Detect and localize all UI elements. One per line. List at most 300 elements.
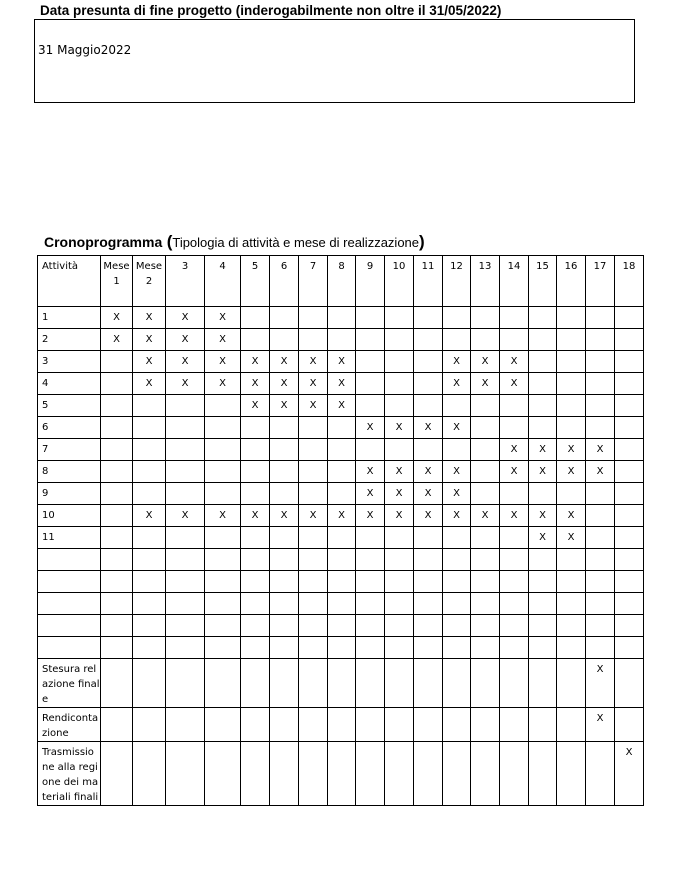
month-cell [500,527,529,549]
month-cell [557,659,586,708]
month-cell [241,571,270,593]
month-cell [529,329,557,351]
cronoprogramma-close-paren: ) [419,232,425,251]
header-month-17: 17 [586,256,615,307]
month-cell [586,483,615,505]
month-cell [557,615,586,637]
month-cell [557,571,586,593]
month-cell: X [586,439,615,461]
month-cell [385,373,414,395]
month-cell [615,461,644,483]
month-cell [586,351,615,373]
month-cell [586,637,615,659]
header-month-16: 16 [557,256,586,307]
month-cell [328,742,356,806]
header-month-6: 6 [270,256,299,307]
month-cell: X [443,461,471,483]
month-cell [385,742,414,806]
month-cell [101,527,133,549]
month-cell [414,395,443,417]
month-cell [205,439,241,461]
month-cell [615,593,644,615]
month-cell [385,439,414,461]
month-cell [328,659,356,708]
table-row [38,549,644,571]
activity-label: Stesura relazione finale [38,659,101,708]
activity-label: 2 [38,329,101,351]
cronoprogramma-title-bold: Cronoprogramma [44,234,163,250]
month-cell [356,351,385,373]
month-cell [270,439,299,461]
month-cell: X [133,307,166,329]
month-cell [586,549,615,571]
month-cell [205,483,241,505]
table-row [38,307,644,329]
header-month-9: 9 [356,256,385,307]
month-cell: X [205,329,241,351]
cronoprogramma-table-body [38,256,644,806]
month-cell [166,527,205,549]
activity-label: 5 [38,395,101,417]
header-month-3: 3 [166,256,205,307]
month-cell: X [414,483,443,505]
month-cell [133,708,166,742]
month-cell: X [529,439,557,461]
month-cell: X [205,307,241,329]
table-row [38,461,644,483]
month-cell: X [557,461,586,483]
month-cell [500,417,529,439]
month-cell [615,659,644,708]
month-cell: X [166,351,205,373]
month-cell [615,439,644,461]
month-cell [586,373,615,395]
month-cell [241,307,270,329]
month-cell [166,571,205,593]
month-cell [471,659,500,708]
month-cell [166,659,205,708]
header-month-18: 18 [615,256,644,307]
month-cell: X [414,505,443,527]
month-cell: X [270,505,299,527]
month-cell [557,483,586,505]
month-cell: X [328,373,356,395]
month-cell [101,351,133,373]
month-cell [270,615,299,637]
month-cell [385,329,414,351]
month-cell [500,637,529,659]
month-cell [471,461,500,483]
table-row [38,742,644,806]
month-cell: X [241,351,270,373]
activity-label: 9 [38,483,101,505]
month-cell [385,659,414,708]
cronoprogramma-subtitle: Tipologia di attività e mese di realizzazione [172,235,420,250]
month-cell [328,615,356,637]
activity-label [38,593,101,615]
month-cell: X [443,505,471,527]
month-cell: X [356,417,385,439]
month-cell: X [529,505,557,527]
table-row [38,708,644,742]
month-cell [471,527,500,549]
table-row [38,593,644,615]
month-cell [557,549,586,571]
month-cell [299,483,328,505]
month-cell [586,527,615,549]
month-cell [101,417,133,439]
month-cell [270,527,299,549]
month-cell [557,637,586,659]
month-cell [101,505,133,527]
month-cell: X [500,373,529,395]
table-row [38,329,644,351]
activity-label [38,571,101,593]
month-cell [241,708,270,742]
month-cell [500,483,529,505]
month-cell [205,615,241,637]
month-cell [328,593,356,615]
table-row [38,373,644,395]
month-cell [299,307,328,329]
end-date-box [34,19,635,103]
month-cell [414,549,443,571]
cronoprogramma-title [44,232,425,252]
table-row [38,615,644,637]
end-date-value: 31 Maggio2022 [38,43,132,57]
month-cell [615,373,644,395]
month-cell [133,461,166,483]
month-cell [299,615,328,637]
month-cell: X [205,505,241,527]
month-cell [500,708,529,742]
month-cell: X [166,329,205,351]
activity-label: 1 [38,307,101,329]
month-cell [299,417,328,439]
month-cell [414,527,443,549]
header-month-10: 10 [385,256,414,307]
month-cell [205,395,241,417]
month-cell [414,351,443,373]
month-cell [328,417,356,439]
month-cell [356,637,385,659]
month-cell [166,742,205,806]
month-cell [586,395,615,417]
month-cell [328,461,356,483]
month-cell [133,742,166,806]
activity-label: Rendicontazione [38,708,101,742]
month-cell: X [529,461,557,483]
month-cell [356,615,385,637]
month-cell: X [101,307,133,329]
month-cell [471,417,500,439]
month-cell: X [471,373,500,395]
month-cell [241,659,270,708]
table-row [38,527,644,549]
month-cell [586,593,615,615]
month-cell [529,417,557,439]
month-cell [471,307,500,329]
month-cell [471,549,500,571]
month-cell [385,615,414,637]
month-cell [414,742,443,806]
table-row [38,439,644,461]
month-cell: X [500,439,529,461]
month-cell [414,615,443,637]
month-cell [443,593,471,615]
month-cell [241,637,270,659]
month-cell [328,571,356,593]
month-cell [529,549,557,571]
month-cell [471,615,500,637]
month-cell [356,659,385,708]
month-cell [471,439,500,461]
month-cell: X [328,351,356,373]
month-cell [414,307,443,329]
month-cell [586,329,615,351]
month-cell [270,329,299,351]
month-cell [356,527,385,549]
month-cell [328,307,356,329]
month-cell [385,351,414,373]
month-cell: X [443,373,471,395]
month-cell [443,637,471,659]
month-cell [471,483,500,505]
month-cell: X [205,351,241,373]
month-cell: X [385,417,414,439]
end-date-title: Data presunta di fine progetto (inderogabilmente non oltre il 31/05/2022) [40,3,502,18]
month-cell [299,461,328,483]
header-month-4: 4 [205,256,241,307]
month-cell: X [299,505,328,527]
month-cell [101,461,133,483]
month-cell [205,637,241,659]
month-cell [328,549,356,571]
month-cell [443,708,471,742]
header-month-11: 11 [414,256,443,307]
month-cell [471,637,500,659]
month-cell [166,417,205,439]
month-cell [414,439,443,461]
month-cell [471,593,500,615]
month-cell [615,505,644,527]
month-cell [414,571,443,593]
month-cell [299,549,328,571]
month-cell [270,593,299,615]
month-cell: X [101,329,133,351]
month-cell [615,571,644,593]
month-cell [356,395,385,417]
month-cell: X [500,505,529,527]
month-cell [529,351,557,373]
month-cell [414,708,443,742]
month-cell [615,395,644,417]
month-cell [471,329,500,351]
month-cell [443,571,471,593]
month-cell [133,439,166,461]
month-cell [615,708,644,742]
header-month-1: Mese 1 [101,256,133,307]
month-cell [615,483,644,505]
month-cell [241,329,270,351]
month-cell: X [328,505,356,527]
month-cell: X [414,461,443,483]
month-cell [615,527,644,549]
month-cell: X [557,505,586,527]
month-cell [166,637,205,659]
month-cell [529,637,557,659]
month-cell [133,395,166,417]
month-cell [205,461,241,483]
header-row [38,256,644,307]
month-cell [500,615,529,637]
month-cell: X [557,439,586,461]
month-cell [500,395,529,417]
table-row [38,637,644,659]
month-cell [166,615,205,637]
table-row [38,483,644,505]
month-cell [385,593,414,615]
month-cell: X [356,505,385,527]
month-cell [205,593,241,615]
month-cell [101,708,133,742]
month-cell [241,483,270,505]
month-cell [270,637,299,659]
month-cell [586,307,615,329]
header-month-2: Mese 2 [133,256,166,307]
month-cell [385,549,414,571]
month-cell [205,708,241,742]
month-cell [241,461,270,483]
month-cell [205,417,241,439]
month-cell [328,527,356,549]
month-cell [414,593,443,615]
month-cell [101,439,133,461]
month-cell [500,571,529,593]
activity-label: 11 [38,527,101,549]
month-cell [299,593,328,615]
month-cell [241,593,270,615]
month-cell [557,307,586,329]
month-cell [557,417,586,439]
month-cell [471,395,500,417]
month-cell [443,742,471,806]
month-cell [133,483,166,505]
month-cell [615,307,644,329]
month-cell [133,593,166,615]
month-cell: X [205,373,241,395]
month-cell: X [241,505,270,527]
month-cell: X [471,351,500,373]
month-cell [615,549,644,571]
month-cell [615,615,644,637]
header-month-5: 5 [241,256,270,307]
month-cell [328,329,356,351]
month-cell [356,329,385,351]
month-cell [270,461,299,483]
header-month-13: 13 [471,256,500,307]
month-cell: X [500,461,529,483]
month-cell: X [299,395,328,417]
month-cell [270,549,299,571]
month-cell [241,549,270,571]
table-row [38,417,644,439]
month-cell [133,571,166,593]
month-cell [270,307,299,329]
month-cell [443,615,471,637]
month-cell: X [529,527,557,549]
month-cell: X [133,373,166,395]
activity-label [38,549,101,571]
month-cell [356,439,385,461]
month-cell [557,593,586,615]
month-cell [586,505,615,527]
month-cell [471,708,500,742]
month-cell [270,417,299,439]
month-cell [299,571,328,593]
month-cell [529,593,557,615]
month-cell: X [270,395,299,417]
month-cell [101,549,133,571]
month-cell [299,527,328,549]
month-cell [241,615,270,637]
month-cell: X [241,395,270,417]
month-cell [414,373,443,395]
month-cell [101,593,133,615]
month-cell: X [299,351,328,373]
activity-label: 6 [38,417,101,439]
month-cell [166,461,205,483]
month-cell [133,659,166,708]
month-cell [414,659,443,708]
month-cell [500,549,529,571]
month-cell [500,329,529,351]
table-row [38,659,644,708]
month-cell [443,527,471,549]
month-cell [205,742,241,806]
month-cell [299,708,328,742]
month-cell [299,329,328,351]
month-cell: X [557,527,586,549]
month-cell [557,395,586,417]
month-cell [101,373,133,395]
month-cell [356,571,385,593]
table-row [38,505,644,527]
month-cell [133,549,166,571]
month-cell [500,659,529,708]
month-cell [101,742,133,806]
month-cell [270,742,299,806]
month-cell [385,708,414,742]
month-cell [299,659,328,708]
month-cell [557,373,586,395]
header-month-8: 8 [328,256,356,307]
month-cell [615,417,644,439]
header-activity: Attività [38,256,101,307]
activity-label: 4 [38,373,101,395]
month-cell [443,329,471,351]
month-cell: X [328,395,356,417]
month-cell [529,708,557,742]
month-cell [414,637,443,659]
month-cell [328,483,356,505]
month-cell [500,593,529,615]
month-cell [299,742,328,806]
month-cell [443,395,471,417]
month-cell [166,708,205,742]
month-cell: X [356,483,385,505]
month-cell [500,742,529,806]
